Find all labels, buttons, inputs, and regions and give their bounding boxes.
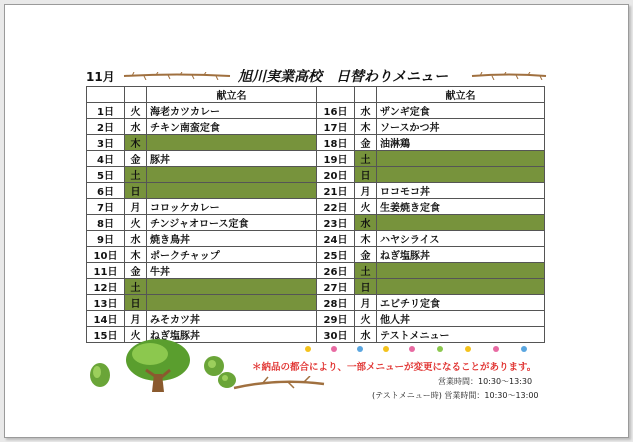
weekday-cell: 月 [355,183,377,199]
weekday-cell: 木 [125,247,147,263]
menu-cell: チンジャオロース定食 [147,215,317,231]
menu-cell: 牛丼 [147,263,317,279]
weekday-cell: 月 [355,295,377,311]
hours-value: 10:30～13:30 [478,377,533,386]
menu-cell [147,295,317,311]
weekday-cell: 月 [125,311,147,327]
table-row [87,119,545,135]
weekday-cell: 水 [355,327,377,343]
menu-cell: チキン南蛮定食 [147,119,317,135]
menu-cell [377,151,545,167]
day-cell: 4日 [87,151,125,167]
menu-cell: テストメニュー [377,327,545,343]
menu-cell: みそカツ丼 [147,311,317,327]
day-cell: 16日 [317,103,355,119]
weekday-cell: 水 [355,103,377,119]
day-cell: 14日 [87,311,125,327]
menu-table [86,86,545,343]
test-menu-hours [372,390,539,401]
menu-cell: エビチリ定食 [377,295,545,311]
day-cell: 26日 [317,263,355,279]
day-cell: 13日 [87,295,125,311]
day-cell: 27日 [317,279,355,295]
menu-cell: ザンギ定食 [377,103,545,119]
weekday-cell: 月 [125,199,147,215]
table-row [87,263,545,279]
weekday-cell: 火 [125,103,147,119]
branch-icon [470,72,548,80]
day-cell: 7日 [87,199,125,215]
menu-cell [377,279,545,295]
day-cell: 28日 [317,295,355,311]
day-cell: 2日 [87,119,125,135]
day-cell: 11日 [87,263,125,279]
hours-label: 営業時間： [438,377,478,386]
weekday-cell: 火 [125,327,147,343]
menu-cell [147,279,317,295]
menu-cell [377,263,545,279]
menu-cell [377,215,545,231]
weekday-cell: 木 [125,135,147,151]
menu-cell: 海老カツカレー [147,103,317,119]
day-cell: 20日 [317,167,355,183]
weekday-cell: 土 [125,167,147,183]
table-row [87,183,545,199]
menu-cell: 油淋鶏 [377,135,545,151]
table-row [87,215,545,231]
day-cell: 12日 [87,279,125,295]
menu-cell: 豚丼 [147,151,317,167]
day-cell: 5日 [87,167,125,183]
table-row [87,311,545,327]
weekday-cell: 木 [355,119,377,135]
day-cell: 1日 [87,103,125,119]
day-cell: 23日 [317,215,355,231]
table-header-row [87,87,545,103]
weekday-cell: 水 [355,215,377,231]
menu-cell: ソースかつ丼 [377,119,545,135]
menu-cell: ねぎ塩豚丼 [147,327,317,343]
menu-cell [147,135,317,151]
weekday-cell: 日 [355,279,377,295]
menu-cell: 生姜焼き定食 [377,199,545,215]
weekday-cell: 火 [355,311,377,327]
weekday-cell: 土 [355,263,377,279]
weekday-cell: 土 [355,151,377,167]
tree-icon [124,338,192,394]
day-cell: 19日 [317,151,355,167]
test-label: (テストメニュー時) [372,391,442,400]
table-row [87,199,545,215]
day-cell: 6日 [87,183,125,199]
weekday-cell: 金 [125,151,147,167]
leaf-icon [88,360,112,388]
table-row [87,247,545,263]
column-header: 献立名 [377,87,545,103]
day-cell: 17日 [317,119,355,135]
column-header: 献立名 [147,87,317,103]
menu-cell: コロッケカレー [147,199,317,215]
flower-icon [300,342,544,356]
menu-cell: 他人丼 [377,311,545,327]
menu-cell [377,167,545,183]
day-cell: 9日 [87,231,125,247]
day-cell: 25日 [317,247,355,263]
business-hours [438,376,532,387]
weekday-cell: 木 [355,231,377,247]
day-cell: 29日 [317,311,355,327]
weekday-cell: 土 [125,279,147,295]
menu-cell [147,167,317,183]
menu-cell: ポークチャップ [147,247,317,263]
day-cell: 10日 [87,247,125,263]
weekday-cell: 金 [355,247,377,263]
table-row [87,103,545,119]
weekday-cell: 日 [355,167,377,183]
table-row [87,151,545,167]
test-hours-value: 10:30～13:00 [484,391,539,400]
day-cell: 22日 [317,199,355,215]
test-hours-label: 営業時間： [444,391,485,400]
table-row [87,231,545,247]
day-cell: 18日 [317,135,355,151]
disclaimer-note: ＊納品の都合により、一部メニューが変更になることがあります。 [252,362,537,373]
branch-icon [232,376,326,392]
weekday-cell: 日 [125,183,147,199]
weekday-cell: 火 [125,215,147,231]
weekday-cell: 水 [125,119,147,135]
weekday-cell: 金 [355,135,377,151]
menu-cell: ハヤシライス [377,231,545,247]
weekday-cell: 水 [125,231,147,247]
day-cell: 15日 [87,327,125,343]
day-cell: 21日 [317,183,355,199]
menu-cell [147,183,317,199]
weekday-cell: 金 [125,263,147,279]
menu-cell: ロコモコ丼 [377,183,545,199]
table-row [87,279,545,295]
table-row [87,295,545,311]
table-row [87,135,545,151]
table-row [87,167,545,183]
weekday-cell: 火 [355,199,377,215]
weekday-cell: 日 [125,295,147,311]
day-cell: 30日 [317,327,355,343]
menu-cell: ねぎ塩豚丼 [377,247,545,263]
menu-header [86,68,548,86]
menu-title: 旭川実業高校 日替わりメニュー [238,69,448,85]
day-cell: 8日 [87,215,125,231]
menu-cell: 焼き鳥丼 [147,231,317,247]
branch-icon [122,72,232,80]
day-cell: 24日 [317,231,355,247]
month-label: 11月 [86,70,115,84]
day-cell: 3日 [87,135,125,151]
